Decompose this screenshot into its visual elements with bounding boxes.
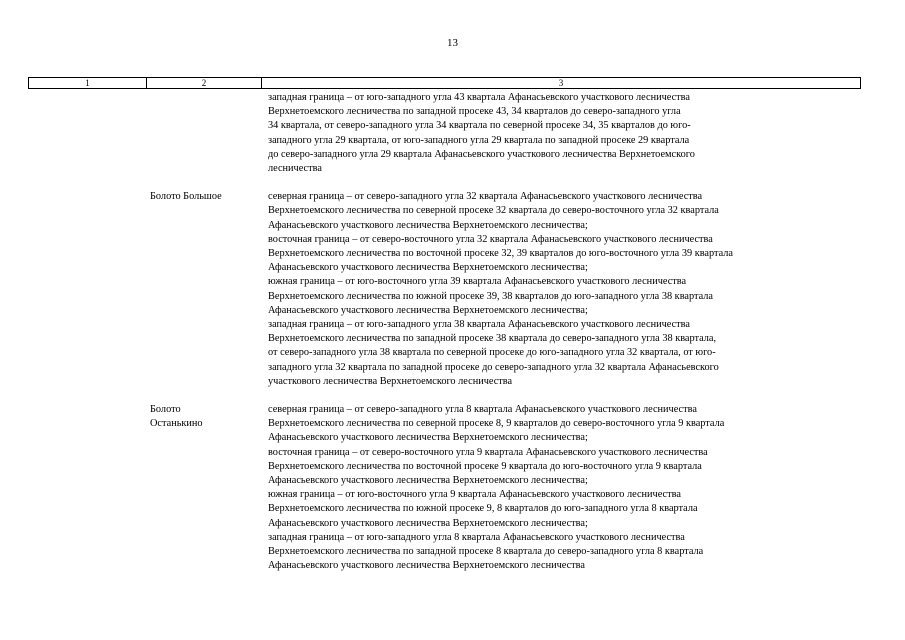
object-name: Болото Большое [150,191,222,203]
description-line: от северо-западного угла 38 квартала по северной просеке до юго-западного угла 32 квартала, от юго- [268,347,716,359]
description-line: Афанасьевского участкового лесничества Верхнетоемского лесничества; [268,432,588,444]
boundary-description [268,403,898,573]
description-line: западного угла 32 квартала по западной просеке до северо-западного угла 32 квартала Афанасьевского [268,361,719,373]
description-line: до северо-западного угла 29 квартала Афанасьевского участкового лесничества Верхнетоемского [268,148,695,160]
description-line: южная граница – от юго-восточного угла 39 квартала Афанасьевского участкового лесничества [268,276,687,288]
description-line: Верхнетоемского лесничества по южной просеке 9, 8 кварталов до юго-западного угла 8 квартала [268,503,698,515]
description-line: Афанасьевского участкового лесничества Верхнетоемского лесничества; [268,219,588,231]
description-line: южная граница – от юго-восточного угла 9 квартала Афанасьевского участкового лесничества [268,489,681,501]
description-line: Афанасьевского участкового лесничества Верхнетоемского лесничества; [268,517,588,529]
description-line: северная граница – от северо-западного угла 32 квартала Афанасьевского участкового лесничества [268,191,703,203]
column-header-1: 1 [29,78,147,88]
description-line: западная граница – от юго-западного угла 38 квартала Афанасьевского участкового лесничества [268,319,690,331]
table-row [0,190,905,389]
entry-spacer [0,389,905,403]
description-line: участкового лесничества Верхнетоемского лесничества [268,375,513,387]
description-line: 34 квартала, от северо-западного угла 34 квартала по северной просеке 34, 35 кварталов до юго- [268,120,691,132]
description-line: Верхнетоемского лесничества по западной просеке 8 квартала до северо-западного угла 8 квартала [268,546,704,558]
description-line: лесничества [268,163,322,175]
description-line: восточная граница – от северо-восточного угла 9 квартала Афанасьевского участкового лесничества [268,446,708,458]
table-row [0,403,905,573]
description-line: восточная граница – от северо-восточного угла 32 квартала Афанасьевского участкового лесничества [268,233,713,245]
entry-spacer [0,176,905,190]
description-line: Афанасьевского участкового лесничества Верхнетоемского лесничества; [268,304,588,316]
description-line: Верхнетоемского лесничества по западной просеке 38 квартала до северо-западного угла 38 квартала, [268,333,717,345]
description-line: Верхнетоемского лесничества по северной просеке 8, 9 кварталов до северо-восточного угла 9 квартала [268,418,725,430]
column-header-3: 3 [558,78,564,88]
page-number: 13 [447,37,458,49]
boundary-description [268,190,898,389]
description-line: северная граница – от северо-западного угла 8 квартала Афанасьевского участкового лесничества [268,404,697,416]
description-line: Верхнетоемского лесничества по южной просеке 39, 38 кварталов до юго-западного угла 38 квартала [268,290,713,302]
table-row [0,91,905,176]
object-name: Болото Останькино [150,404,203,430]
description-line: Афанасьевского участкового лесничества Верхнетоемского лесничества [268,560,585,572]
description-line: Верхнетоемского лесничества по восточной просеке 9 квартала до юго-восточного угла 9 квартала [268,460,702,472]
description-line: Афанасьевского участкового лесничества Верхнетоемского лесничества; [268,475,588,487]
table-header-row [28,77,861,89]
description-line: Верхнетоемского лесничества по восточной просеке 32, 39 кварталов до юго-восточного угла 39 квартала [268,248,734,260]
document-body [0,91,905,574]
description-line: западная граница – от юго-западного угла 8 квартала Афанасьевского участкового лесничества [268,531,685,543]
description-line: западная граница – от юго-западного угла 43 квартала Афанасьевского участкового лесничества [268,92,690,103]
description-line: Верхнетоемского лесничества по северной просеке 32 квартала до северо-восточного угла 32 квартала [268,205,719,217]
description-line: Верхнетоемского лесничества по западной просеке 43, 34 кварталов до северо-западного угла [268,106,681,118]
description-line: Афанасьевского участкового лесничества Верхнетоемского лесничества; [268,262,588,274]
description-line: западного угла 29 квартала, от юго-западного угла 29 квартала по западной просеке 29 квартала [268,134,690,146]
boundary-description [268,91,898,176]
column-header-2: 2 [147,78,262,88]
